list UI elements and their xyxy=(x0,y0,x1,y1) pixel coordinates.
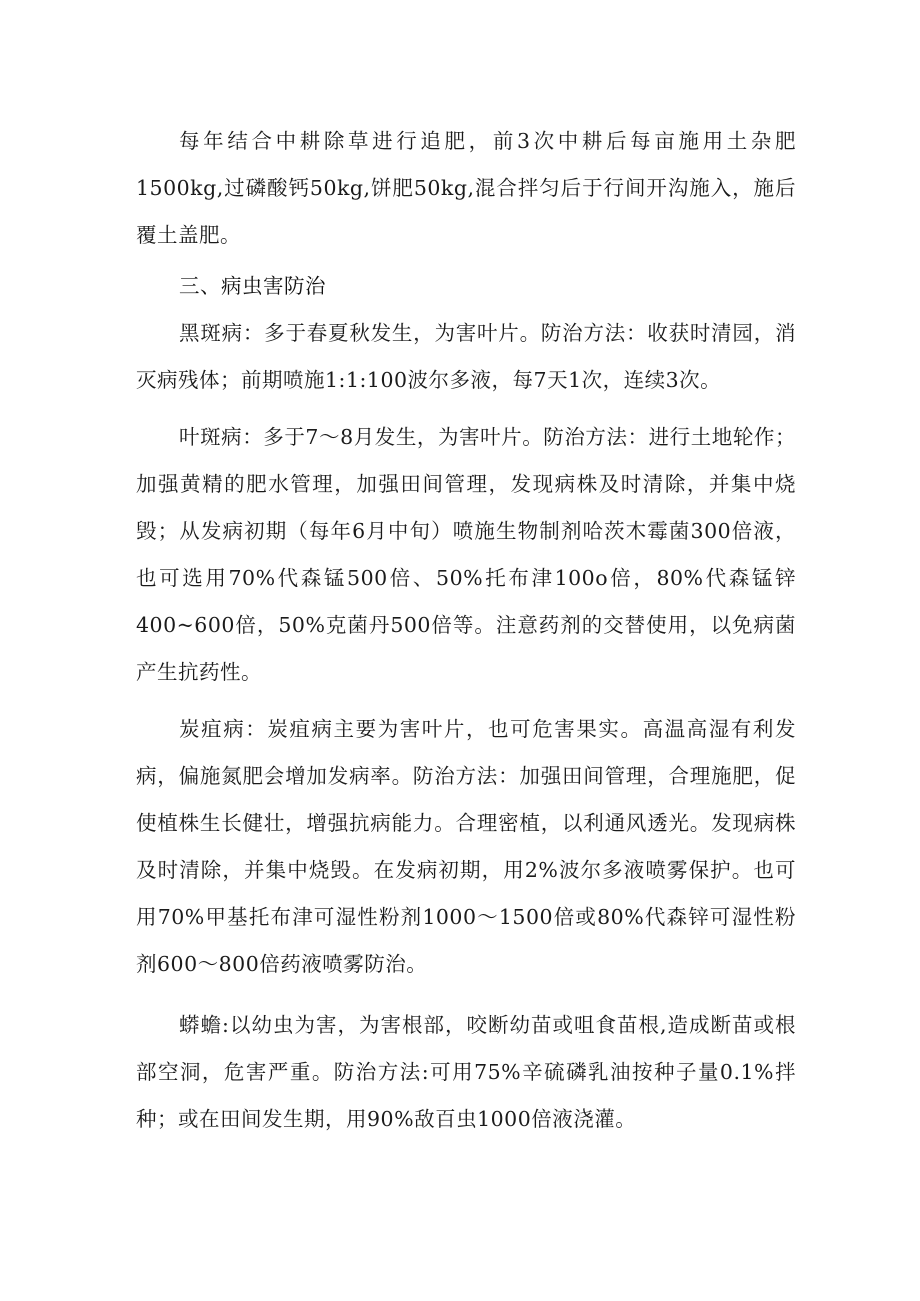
paragraph-anthracnose: 炭疽病：炭疽病主要为害叶片，也可危害果实。高温高湿有利发病，偏施氮肥会增加发病率。防治方法：加强田间管理，合理施肥，促使植株生长健壮，增强抗病能力。合理密植，以利通风透光。发现病株及时清除，并集中烧毁。在发病初期，用2%波尔多液喷雾保护。也可用70%甲基托布津可湿性粉剂1000～1500倍或80%代森锌可湿性粉剂600～800倍药液喷雾防治。 xyxy=(136,717,796,976)
section-heading-pest-control: 三、病虫害防治 xyxy=(179,274,327,298)
paragraph-fertilization: 每年结合中耕除草进行追肥，前3次中耕后每亩施用土杂肥1500kg,过磷酸钙50kg,饼肥50kg,混合拌匀后于行间开沟施入，施后覆土盖肥。 xyxy=(136,129,796,247)
paragraph-mole-cricket: 蟒蟾:以幼虫为害，为害根部，咬断幼苗或咀食苗根,造成断苗或根部空洞，危害严重。防治方法:可用75%辛硫磷乳油按种子量0.1%拌种；或在田间发生期，用90%敌百虫1000倍液浇灌。 xyxy=(136,1013,796,1131)
paragraph-black-spot: 黑斑病：多于春夏秋发生，为害叶片。防治方法：收获时清园，消灭病残体；前期喷施1:1:100波尔多液，每7天1次，连续3次。 xyxy=(136,321,796,392)
paragraph-leaf-spot: 叶斑病：多于7～8月发生，为害叶片。防治方法：进行土地轮作；加强黄精的肥水管理，加强田间管理，发现病株及时清除，并集中烧毁；从发病初期（每年6月中旬）喷施生物制剂哈茨木霉菌300倍液，也可选用70%代森锰500倍、50%托布津100o倍，80%代森锰锌400~600倍，50%克菌丹500倍等。注意药剂的交替使用，以免病菌产生抗药性。 xyxy=(136,425,796,684)
document-body xyxy=(136,118,796,1143)
